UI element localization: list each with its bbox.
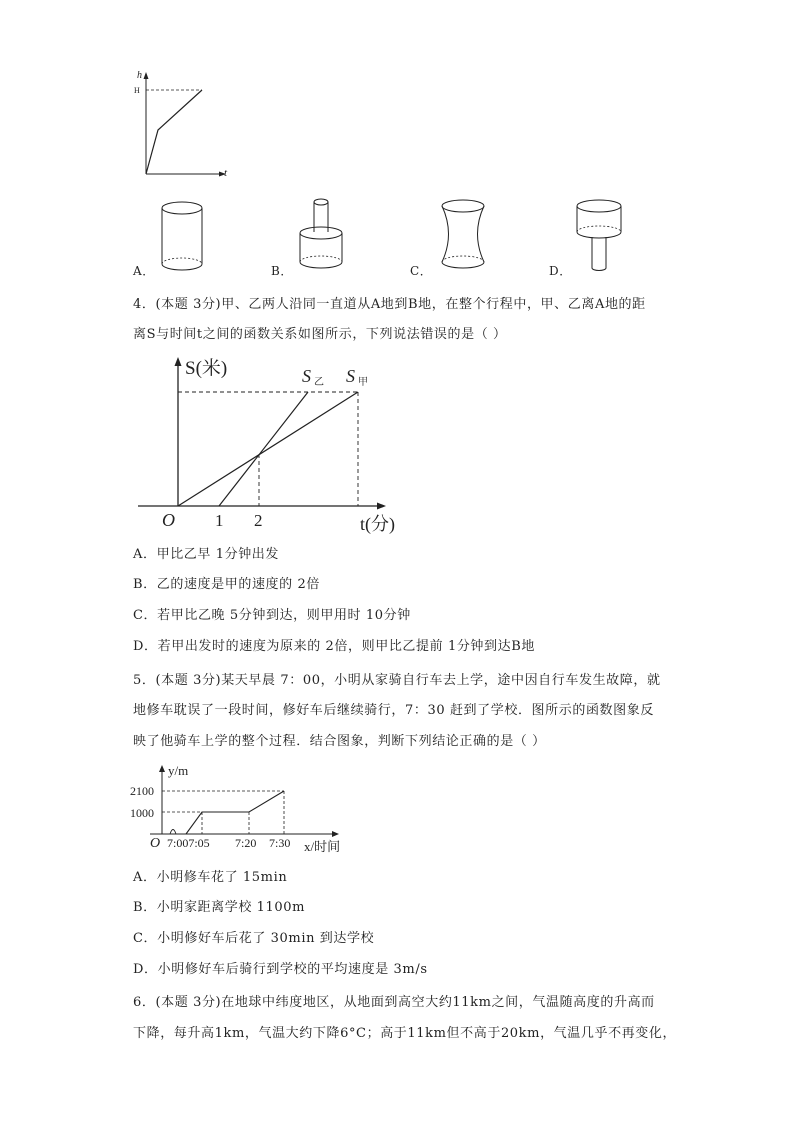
t-axis-label: t(分) bbox=[360, 514, 395, 534]
x-tick-730: 7:30 bbox=[269, 836, 291, 850]
h-axis-arrow bbox=[144, 72, 149, 79]
q5-stem-line-2: 地修车耽误了一段时间，修好车后继续骑行，7：30 赶到了学校．图所示的函数图象反 bbox=[133, 703, 654, 718]
q4-option-b: B．乙的速度是甲的速度的 2倍 bbox=[133, 577, 320, 592]
q4-stem-line-1: 4．(本题 3分)甲、乙两人沿同一直道从A地到B地，在整个行程中，甲、乙离A地的距 bbox=[133, 297, 646, 312]
journey-curve bbox=[186, 791, 284, 834]
y-tick-1000: 1000 bbox=[130, 806, 154, 820]
x-axis-label: x/时间 bbox=[304, 839, 341, 854]
q4-s-t-graph bbox=[130, 350, 410, 540]
q5-option-a: A．小明修车花了 15min bbox=[133, 870, 288, 885]
y-axis-label: y/m bbox=[168, 763, 189, 778]
x-tick-720: 7:20 bbox=[235, 836, 257, 850]
q5-y-x-graph bbox=[128, 760, 358, 858]
option-b-label: B． bbox=[271, 264, 294, 278]
q5-stem-line-3: 映了他骑车上学的整个过程．结合图象，判断下列结论正确的是（ ） bbox=[133, 734, 546, 749]
t-axis-label: t bbox=[224, 167, 228, 179]
origin-label: O bbox=[150, 836, 161, 851]
t-axis-arrow bbox=[377, 503, 386, 510]
vessel-a-cylinder bbox=[155, 196, 210, 276]
q4-option-a: A．甲比乙早 1分钟出发 bbox=[133, 547, 279, 562]
q5-option-d: D．小明修好车后骑行到学校的平均速度是 3m/s bbox=[133, 962, 428, 977]
option-d-label: D． bbox=[549, 264, 572, 278]
y-tick-2100: 2100 bbox=[130, 784, 154, 798]
q6-stem-line-1: 6．(本题 3分)在地球中纬度地区，从地面到高空大约11km之间，气温随高度的升高而 bbox=[133, 995, 655, 1010]
line-s-yi bbox=[219, 392, 308, 506]
x-tick-700-705: 7:007:05 bbox=[167, 836, 210, 850]
vessel-d-wide-on-narrow bbox=[570, 194, 630, 276]
h-t-graph bbox=[120, 62, 240, 187]
h-t-curve bbox=[146, 90, 202, 174]
s-axis-label: S(米) bbox=[185, 358, 228, 379]
q4-option-d: D．若甲出发时的速度为原来的 2倍，则甲比乙提前 1分钟到达B地 bbox=[133, 639, 535, 654]
x-axis-arrow bbox=[332, 831, 339, 837]
q6-stem-line-2: 下降，每升高1km，气温大约下降6°C；高于11km但不高于20km，气温几乎不再变化， bbox=[133, 1026, 677, 1041]
option-a-label: A． bbox=[133, 264, 155, 278]
line-s-jia bbox=[178, 392, 358, 506]
origin-label: O bbox=[162, 510, 175, 530]
s-jia-subscript: 甲 bbox=[358, 377, 368, 388]
y-axis-arrow bbox=[159, 765, 165, 772]
s-jia-label: S bbox=[346, 366, 355, 386]
q4-stem-line-2: 离S与时间t之间的函数关系如图所示，下列说法错误的是（ ） bbox=[133, 327, 507, 342]
axis-break-mark bbox=[170, 830, 176, 835]
vessel-c-hourglass bbox=[433, 194, 493, 276]
h-tick-label: H bbox=[134, 86, 140, 95]
q5-stem-line-1: 5．(本题 3分)某天早晨 7：00，小明从家骑自行车去上学，途中因自行车发生故障，就 bbox=[133, 673, 661, 688]
s-yi-label: S bbox=[302, 366, 311, 386]
h-axis-label: h bbox=[137, 70, 142, 81]
t-tick-2: 2 bbox=[254, 511, 263, 530]
s-yi-subscript: 乙 bbox=[314, 377, 324, 388]
q5-option-c: C．小明修好车后花了 30min 到达学校 bbox=[133, 931, 375, 946]
vessel-b-narrow-on-wide bbox=[292, 192, 352, 276]
t-tick-1: 1 bbox=[215, 511, 224, 530]
q4-option-c: C．若甲比乙晚 5分钟到达，则甲用时 10分钟 bbox=[133, 608, 411, 623]
option-c-label: C． bbox=[410, 264, 433, 278]
s-axis-arrow bbox=[175, 357, 182, 366]
q5-option-b: B．小明家距离学校 1100m bbox=[133, 900, 306, 915]
